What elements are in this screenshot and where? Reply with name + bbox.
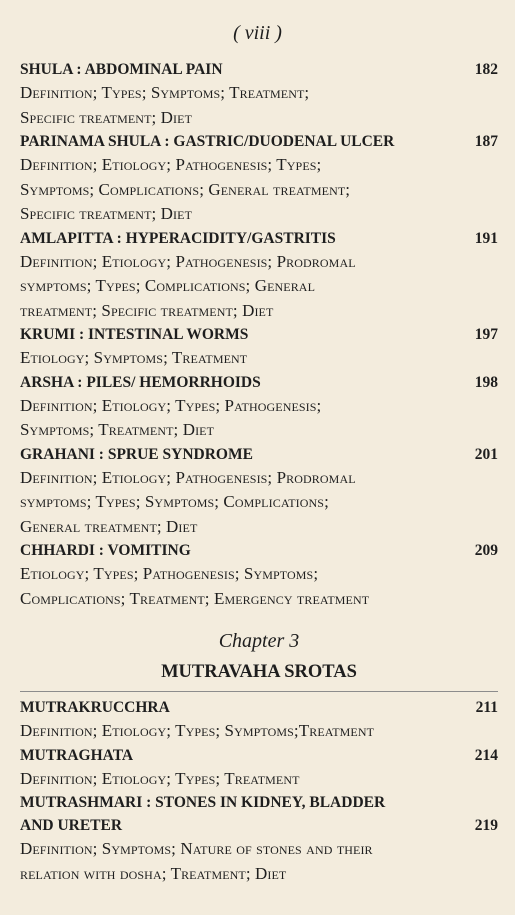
entry-page-number: 211 — [475, 699, 498, 716]
entry-description-line: Definition; Symptoms; Nature of stones and their — [20, 839, 373, 858]
entry-description-line: Symptoms; Treatment; Diet — [20, 420, 215, 439]
table-of-contents — [20, 58, 498, 886]
entry-title: KRUMI : INTESTINAL WORMS — [20, 326, 249, 343]
toc-entry-shula[interactable] — [20, 58, 498, 130]
toc-entry-arsha[interactable] — [20, 371, 498, 443]
entry-title: MUTRAGHATA — [20, 746, 134, 764]
entry-description-line: treatment; Specific treatment; Diet — [20, 300, 274, 320]
entry-description-line: Etiology; Symptoms; Treatment — [20, 348, 248, 367]
entry-title: SHULA : ABDOMINAL PAIN — [20, 61, 223, 78]
entry-page-number: 182 — [474, 61, 498, 78]
chapter-title: MUTRAVAHA SROTAS — [161, 662, 357, 682]
entry-page-number: 214 — [474, 746, 498, 764]
toc-entry-chhardi[interactable] — [20, 539, 498, 611]
entry-description-line: symptoms; Types; Complications; General — [20, 276, 315, 295]
chapter-divider — [20, 691, 498, 692]
toc-entry-mutrashmari[interactable] — [20, 791, 498, 886]
entry-description-line: Definition; Etiology; Types; Pathogenesis; — [20, 395, 322, 415]
entry-page-number: 191 — [474, 229, 498, 247]
entry-description-line: symptoms; Types; Symptoms; Complications; — [20, 492, 329, 511]
toc-entry-grahani[interactable] — [20, 443, 498, 540]
entry-description-line: relation with dosha; Treatment; Diet — [20, 863, 287, 883]
entry-title-continued: AND URETER — [20, 817, 123, 834]
entry-page-number: 219 — [474, 817, 498, 834]
entry-title: MUTRASHMARI : STONES IN KIDNEY, BLADDER — [20, 794, 386, 811]
entry-description-line: Complications; Treatment; Emergency treatment — [20, 588, 370, 608]
chapter-label: Chapter 3 — [218, 630, 300, 652]
entry-page-number: 187 — [474, 133, 498, 150]
entry-description-line: General treatment; Diet — [20, 516, 198, 536]
entry-page-number: 198 — [474, 373, 498, 391]
entry-description-line: Definition; Etiology; Pathogenesis; Prodromal — [20, 251, 356, 271]
entry-description-line: Definition; Etiology; Pathogenesis; Prodromal — [20, 467, 356, 487]
entry-title: ARSHA : PILES/ HEMORRHOIDS — [20, 373, 261, 391]
entry-page-number: 197 — [474, 326, 498, 343]
entry-description-line: Specific treatment; Diet — [20, 107, 193, 127]
toc-entry-amlapitta[interactable] — [20, 227, 498, 324]
entry-page-number: 209 — [474, 542, 498, 559]
entry-title: GRAHANI : SPRUE SYNDROME — [20, 445, 253, 463]
toc-entry-krumi[interactable] — [20, 323, 498, 371]
entry-title: AMLAPITTA : HYPERACIDITY/GASTRITIS — [20, 229, 336, 247]
entry-description-line: Symptoms; Complications; General treatment; — [20, 179, 351, 199]
entry-description-line: Definition; Etiology; Types; Treatment — [20, 768, 300, 788]
entry-description-line: Definition; Types; Symptoms; Treatment; — [20, 83, 310, 102]
toc-entry-parinama-shula[interactable] — [20, 130, 498, 227]
toc-entry-mutraghata[interactable] — [20, 744, 498, 792]
toc-entry-mutrakrucchra[interactable] — [20, 696, 498, 744]
entry-title: CHHARDI : VOMITING — [20, 542, 191, 559]
entry-description-line: Definition; Etiology; Pathogenesis; Types; — [20, 155, 322, 174]
entry-title: MUTRAKRUCCHRA — [20, 699, 170, 716]
entry-description-line: Etiology; Types; Pathogenesis; Symptoms; — [20, 564, 319, 583]
page-number: ( viii ) — [233, 22, 282, 44]
entry-description-line: Definition; Etiology; Types; Symptoms;Treatment — [20, 721, 375, 740]
entry-description-line: Specific treatment; Diet — [20, 204, 193, 223]
entry-title: PARINAMA SHULA : GASTRIC/DUODENAL ULCER — [20, 133, 395, 150]
entry-page-number: 201 — [474, 445, 498, 463]
